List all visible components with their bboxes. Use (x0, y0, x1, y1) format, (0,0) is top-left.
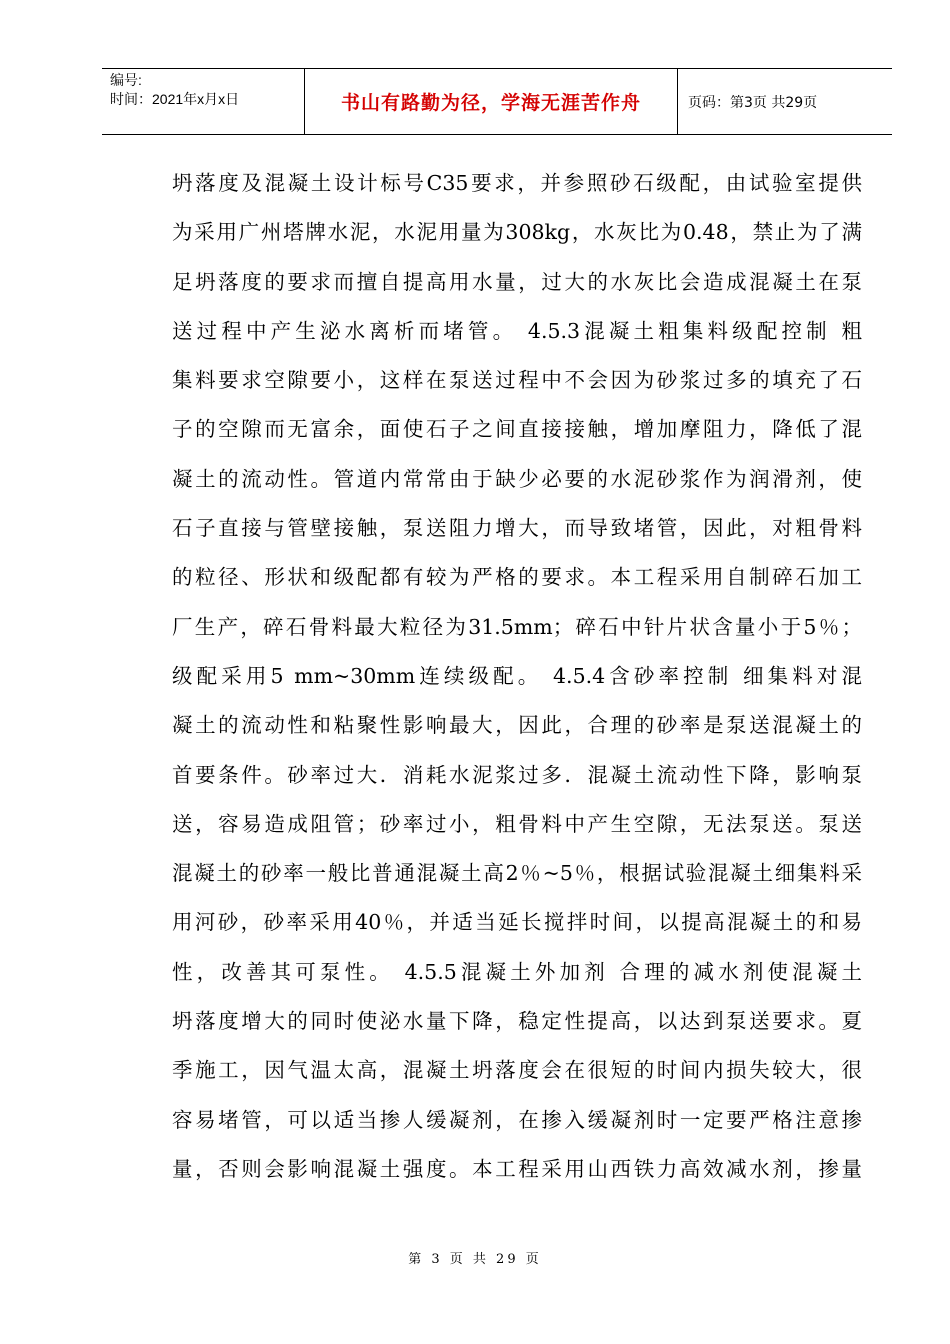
page-header (102, 68, 892, 135)
body-text-content: 首要条件。砂率过大．消耗水泥浆过多．混凝土流动性下降，影响泵 (172, 762, 862, 787)
body-text-content: 的粒径、形状和级配都有较为严格的要求。本工程采用自制碎石加工 (172, 565, 862, 590)
body-text-content: 坍落度及混凝土设计标号C35要求，并参照砂石级配，由试验室提供 (172, 171, 862, 195)
body-text-line (172, 997, 862, 1046)
body-text-line (172, 948, 862, 997)
body-text-content: 子的空隙而无富余，面使石子之间直接接触，增加摩阻力，降低了混 (172, 417, 862, 442)
body-text-content: 用河砂，砂率采用40％，并适当延长搅拌时间，以提高混凝土的和易 (172, 910, 862, 935)
body-text-content: 混凝土的砂率一般比普通混凝土高2％~5％，根据试验混凝土细集料采 (172, 861, 862, 886)
body-text-content: 厂生产，碎石骨料最大粒径为31.5mm；碎石中针片状含量小于5％； (172, 614, 862, 639)
body-text-content: 季施工，因气温太高，混凝土坍落度会在很短的时间内损失较大，很 (172, 1058, 862, 1083)
body-text-line (172, 1145, 862, 1194)
body-text-line (172, 258, 862, 307)
body-text-line (172, 455, 862, 504)
body-text-line (172, 356, 862, 405)
header-meta (102, 69, 304, 134)
body-text-content: 为采用广州塔牌水泥，水泥用量为308kg，水灰比为0.48，禁止为了满 (172, 220, 862, 245)
body-text-line (172, 208, 862, 257)
body-text-line (172, 751, 862, 800)
body-text-content: 集料要求空隙要小，这样在泵送过程中不会因为砂浆过多的填充了石 (172, 368, 862, 393)
document-body (172, 159, 862, 1194)
body-text-content: 石子直接与管壁接触，泵送阻力增大，而导致堵管，因此，对粗骨料 (172, 516, 862, 541)
body-text-line (172, 159, 862, 208)
document-time-label: 时间：2021年x月x日 (110, 91, 240, 107)
body-text-line (172, 898, 862, 947)
body-text-content: 坍落度增大的同时使泌水量下降，稳定性提高，以达到泵送要求。夏 (172, 1009, 862, 1034)
body-text-content: 性，改善其可泵性。 4.5.5混凝土外加剂 合理的减水剂使混凝土 (172, 959, 862, 984)
body-text-line (172, 1046, 862, 1095)
body-text-line (172, 652, 862, 701)
header-motto: 书山有路勤为径，学海无涯苦作舟 (304, 69, 678, 134)
document-number-label: 编号: (110, 72, 142, 88)
page-footer: 第 3 页 共 29 页 (408, 1252, 542, 1267)
body-text-content: 容易堵管，可以适当掺人缓凝剂，在掺入缓凝剂时一定要严格注意掺 (172, 1107, 862, 1132)
body-text-line (172, 504, 862, 553)
body-text-line (172, 307, 862, 356)
body-text-line (172, 553, 862, 602)
body-text-content: 量，否则会影响混凝土强度。本工程采用山西铁力高效减水剂，掺量 (172, 1156, 862, 1181)
body-text-line (172, 603, 862, 652)
body-text-content: 凝土的流动性。管道内常常由于缺少必要的水泥砂浆作为润滑剂，使 (172, 466, 862, 491)
body-text-line (172, 1096, 862, 1145)
body-text-content: 级配采用5 mm~30mm连续级配。 4.5.4含砂率控制 细集料对混 (172, 663, 862, 688)
header-page-info: 页码：第3页 共29页 (688, 94, 818, 111)
body-text-line (172, 800, 862, 849)
body-text-line (172, 405, 862, 454)
body-text-content: 送，容易造成阻管；砂率过小，粗骨料中产生空隙，无法泵送。泵送 (172, 811, 862, 836)
body-text-content: 送过程中产生泌水离析而堵管。 4.5.3混凝土粗集料级配控制 粗 (172, 318, 862, 343)
body-text-content: 足坍落度的要求而擅自提高用水量，过大的水灰比会造成混凝土在泵 (172, 269, 862, 294)
body-text-line (172, 701, 862, 750)
body-text-line (172, 849, 862, 898)
body-text-content: 凝土的流动性和粘聚性影响最大，因此，合理的砂率是泵送混凝土的 (172, 713, 862, 738)
